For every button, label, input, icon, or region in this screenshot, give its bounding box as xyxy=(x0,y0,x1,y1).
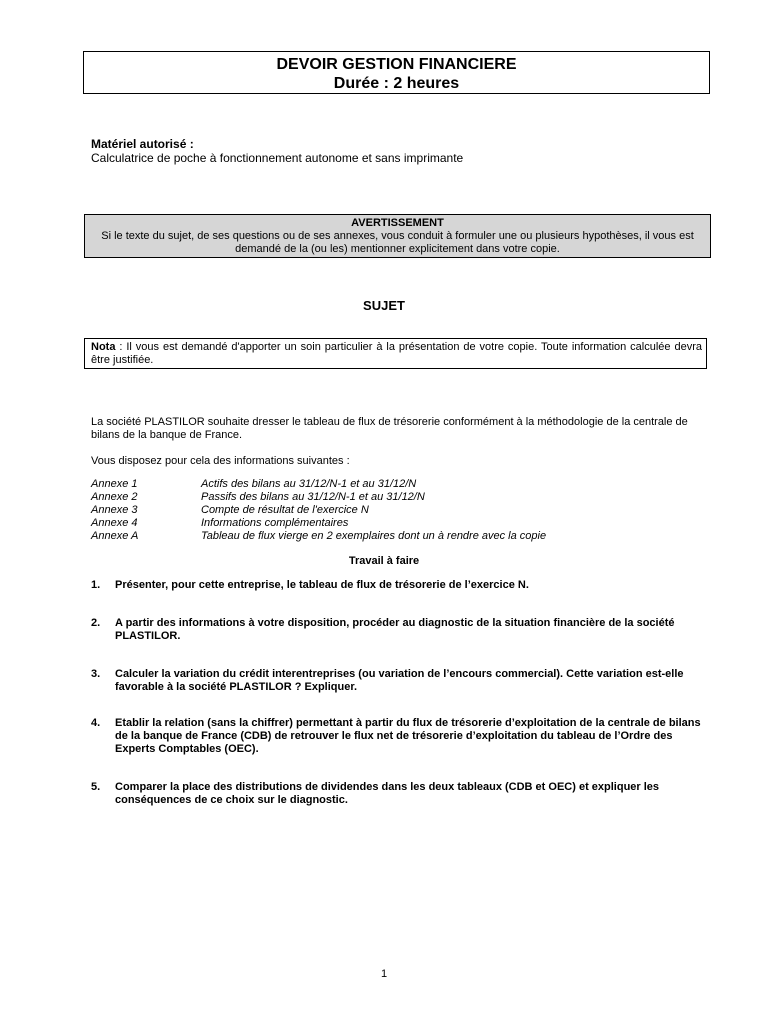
annexe-row xyxy=(91,478,546,491)
materiel-section xyxy=(91,137,463,165)
annexe-key: Annexe 2 xyxy=(91,491,138,503)
question-number: 1. xyxy=(91,579,101,591)
question-5 xyxy=(91,781,701,807)
question-text: Etablir la relation (sans la chiffrer) permettant à partir du flux de trésorerie d’exploitation de la centrale de bilans de la banque de France (CDB) de retrouver le flux net de trésorerie d’exploitation du tableau de l’Ordre des Experts Comptables (OEC). xyxy=(115,717,701,755)
annexe-key: Annexe 3 xyxy=(91,504,138,516)
nota-label: Nota xyxy=(91,341,116,353)
document-title: DEVOIR GESTION FINANCIERE xyxy=(276,56,517,73)
nota-text: : Il vous est demandé d'apporter un soin particulier à la présentation de votre copie. Toute information calculée devra être justifiée. xyxy=(91,341,702,366)
materiel-label: Matériel autorisé : xyxy=(91,137,194,151)
warning-label: AVERTISSEMENT xyxy=(351,217,444,229)
annexe-row xyxy=(91,517,546,530)
question-number: 3. xyxy=(91,668,101,680)
annexe-desc: Actifs des bilans au 31/12/N-1 et au 31/12/N xyxy=(201,478,417,490)
nota-box xyxy=(84,338,707,369)
title-box xyxy=(83,51,710,94)
question-text: A partir des informations à votre disposition, procéder au diagnostic de la situation financière de la société PLASTILOR. xyxy=(115,617,675,642)
warning-text: Si le texte du sujet, de ses questions ou de ses annexes, vous conduit à formuler une ou plusieurs hypothèses, il vous est demandé de la (ou les) mentionner explicitement dans votre copie. xyxy=(101,230,694,255)
annexe-row xyxy=(91,530,546,543)
question-text: Comparer la place des distributions de dividendes dans les deux tableaux (CDB et OEC) et expliquer les conséquences de ce choix sur le diagnostic. xyxy=(115,781,660,806)
page-number: 1 xyxy=(380,968,388,980)
travail-heading: Travail à faire xyxy=(348,555,420,567)
question-4 xyxy=(91,717,701,756)
question-number: 5. xyxy=(91,781,101,793)
annexe-key: Annexe 1 xyxy=(91,478,138,490)
question-3 xyxy=(91,668,701,694)
annexe-desc: Tableau de flux vierge en 2 exemplaires dont un à rendre avec la copie xyxy=(201,530,547,542)
annexe-row xyxy=(91,504,546,517)
annexe-row xyxy=(91,491,546,504)
document-duration: Durée : 2 heures xyxy=(333,75,460,92)
question-1 xyxy=(91,579,701,592)
sujet-heading: SUJET xyxy=(363,298,405,313)
annexe-key: Annexe A xyxy=(91,530,139,542)
annexes-list xyxy=(91,478,546,543)
question-number: 4. xyxy=(91,717,101,729)
question-text: Présenter, pour cette entreprise, le tableau de flux de trésorerie de l’exercice N. xyxy=(115,579,529,591)
annexe-key: Annexe 4 xyxy=(91,517,138,529)
question-text: Calculer la variation du crédit interentreprises (ou variation de l’encours commercial). Cette variation est-elle favorable à la société PLASTILOR ? Expliquer. xyxy=(115,668,684,693)
annexe-desc: Informations complémentaires xyxy=(201,517,349,529)
warning-box xyxy=(84,214,711,258)
intro-paragraph-2: Vous disposez pour cela des informations suivantes : xyxy=(91,455,350,467)
intro-paragraph: La société PLASTILOR souhaite dresser le tableau de flux de trésorerie conformément à la méthodologie de la centrale de bilans de la banque de France. xyxy=(91,416,688,441)
materiel-text: Calculatrice de poche à fonctionnement autonome et sans imprimante xyxy=(91,151,464,165)
question-2 xyxy=(91,617,701,643)
annexe-desc: Compte de résultat de l'exercice N xyxy=(201,504,369,516)
question-number: 2. xyxy=(91,617,101,629)
annexe-desc: Passifs des bilans au 31/12/N-1 et au 31/12/N xyxy=(201,491,425,503)
